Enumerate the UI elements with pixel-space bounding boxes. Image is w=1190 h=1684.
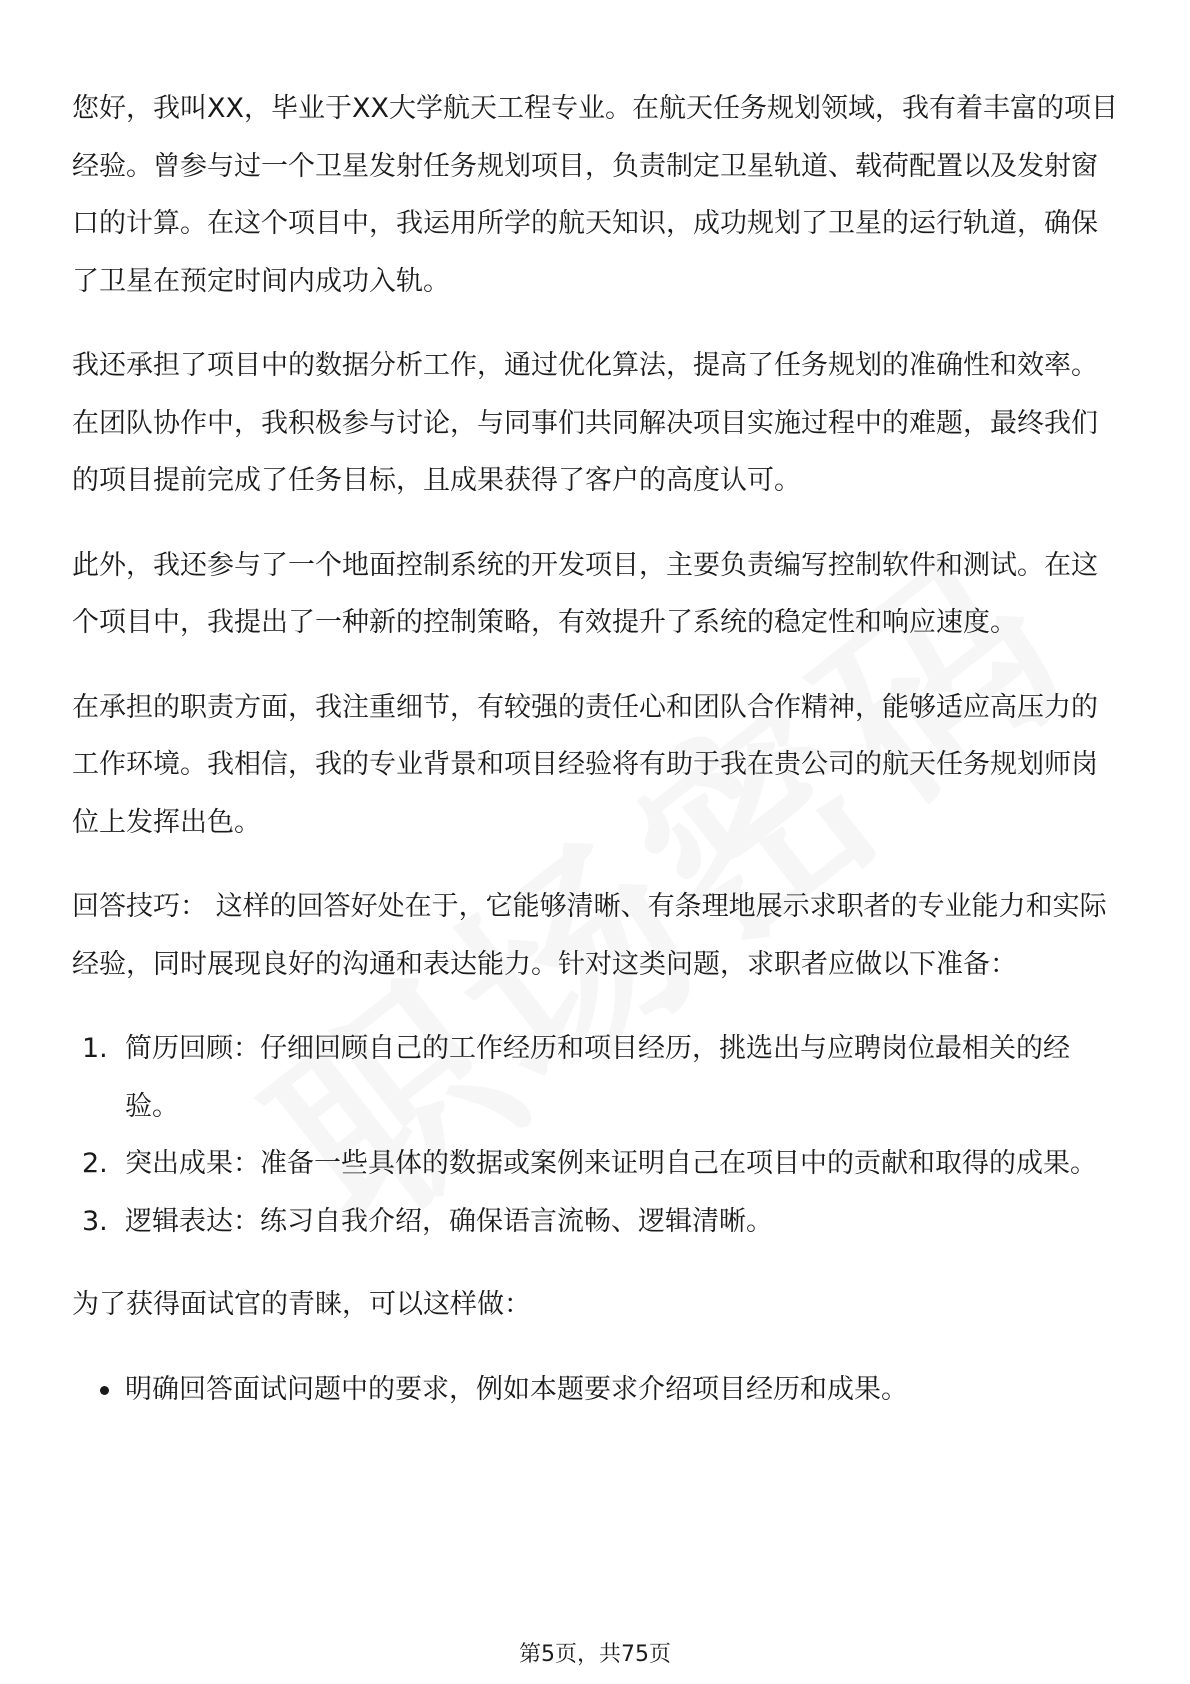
paragraph-closing: 为了获得面试官的青睐，可以这样做： [72,1289,531,1320]
list-number: 2. [82,1148,108,1179]
paragraph-ground-control: 此外，我还参与了一个地面控制系统的开发项目，主要负责编写控制软件和测试。在这个项目中，我提出了一种新的控制策略，有效提升了系统的稳定性和响应速度。 [72,549,1098,638]
tips-bullet-list [72,1361,1122,1419]
preparation-steps-list [72,1020,1122,1250]
list-item-text: 突出成果：准备一些具体的数据或案例来证明自己在项目中的贡献和取得的成果。 [125,1148,1097,1179]
list-item-text: 逻辑表达：练习自我介绍，确保语言流畅、逻辑清晰。 [125,1205,773,1237]
paragraph-responsibility: 在承担的职责方面，我注重细节，有较强的责任心和团队合作精神，能够适应高压力的工作环境。我相信，我的专业背景和项目经验将有助于我在贵公司的航天任务规划师岗位上发挥出色。 [72,691,1098,838]
document-body [72,80,1122,1418]
list-number: 3. [82,1205,108,1237]
list-item-text: 明确回答面试问题中的要求，例如本题要求介绍项目经历和成果。 [125,1373,908,1405]
paragraph-answer-tips: 回答技巧： 这样的回答好处在于，它能够清晰、有条理地展示求职者的专业能力和实际经验，同时展现良好的沟通和表达能力。针对这类问题，求职者应做以下准备： [72,891,1107,980]
list-item [72,1135,1122,1193]
list-item [72,1020,1122,1135]
bullet-dot-icon [100,1386,109,1395]
paragraph-data-analysis: 我还承担了项目中的数据分析工作，通过优化算法，提高了任务规划的准确性和效率。在团队协作中，我积极参与讨论，与同事们共同解决项目实施过程中的难题，最终我们的项目提前完成了任务目标，且成果获得了客户的高度认可。 [72,350,1098,496]
paragraph-intro: 您好，我叫XX，毕业于XX大学航天工程专业。在航天任务规划领域，我有着丰富的项目经验。曾参与过一个卫星发射任务规划项目，负责制定卫星轨道、载荷配置以及发射窗口的计算。在这个项目中，我运用所学的航天知识，成功规划了卫星的运行轨道，确保了卫星在预定时间内成功入轨。 [72,93,1118,297]
page-number-footer: 第5页，共75页 [519,1642,671,1667]
list-item-text: 简历回顾：仔细回顾自己的工作经历和项目经历，挑选出与应聘岗位最相关的经验。 [125,1033,1070,1122]
list-number: 1. [82,1033,108,1064]
list-item [72,1361,1122,1419]
list-item [72,1193,1122,1251]
